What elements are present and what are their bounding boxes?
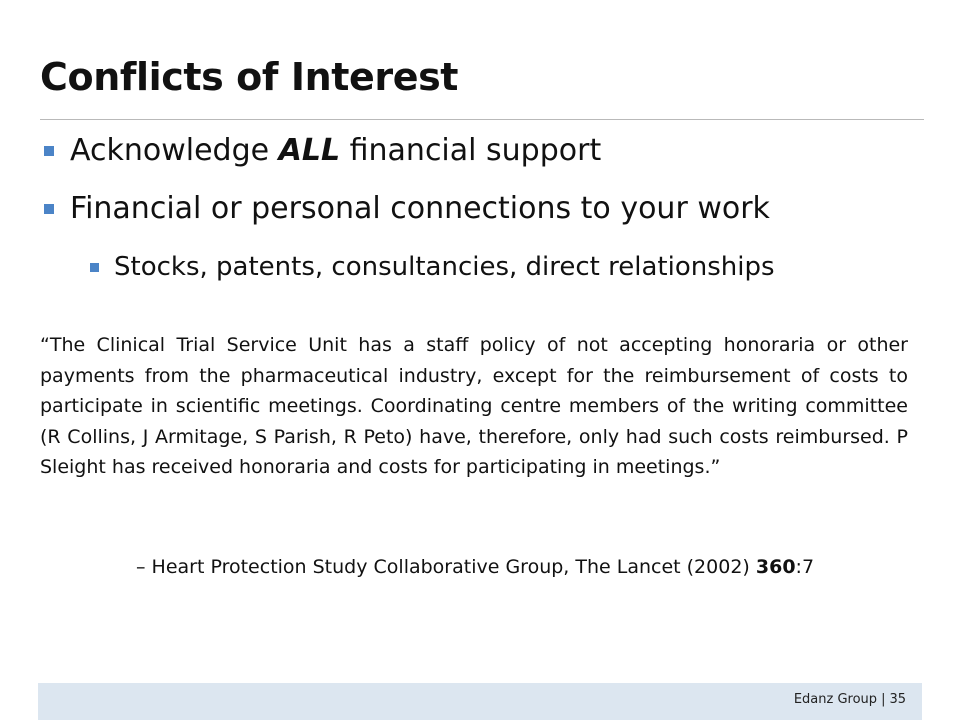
bullet-item-financial-support: [44, 133, 602, 168]
bullet-text-financial-support: [70, 133, 602, 168]
square-bullet-icon: [90, 263, 99, 272]
title-divider: [40, 119, 924, 120]
citation-volume: 360: [755, 556, 796, 578]
bullet-prefix: Acknowledge: [70, 133, 279, 168]
citation-lead: – Heart Protection Study Collaborative Group, The Lancet (2002): [136, 556, 756, 578]
square-bullet-icon: [44, 204, 54, 214]
citation-suffix: :7: [795, 556, 815, 578]
footer-brand: Edanz Group: [793, 692, 878, 707]
bullet-text-connections: Financial or personal connections to your work: [70, 191, 770, 226]
footer-band: [38, 683, 922, 720]
quote-citation: [136, 551, 908, 583]
bullet-item-connections: [44, 191, 770, 226]
sub-bullet-text-relationships: Stocks, patents, consultancies, direct relationships: [114, 252, 775, 282]
square-bullet-icon: [44, 146, 54, 156]
footer-label: [794, 693, 906, 706]
footer-separator: |: [881, 692, 886, 707]
page-title: Conflicts of Interest: [40, 55, 459, 99]
policy-quote: “The Clinical Trial Service Unit has a staff policy of not accepting honoraria or other payments from the pharmaceutical industry, except for the reimbursement of costs to participate in scientific meetings. Coordinating centre members of the writing committee (R Collins, J Armitage, S Parish, R Peto) have, therefore, only had such costs reimbursed. P Sleight has received honoraria and costs for participating in meetings.”: [40, 334, 908, 478]
bullet-suffix: financial support: [340, 133, 602, 168]
page-number: 35: [889, 692, 906, 707]
bullet-emphasis: ALL: [278, 133, 341, 168]
sub-bullet-item-relationships: [90, 254, 775, 280]
